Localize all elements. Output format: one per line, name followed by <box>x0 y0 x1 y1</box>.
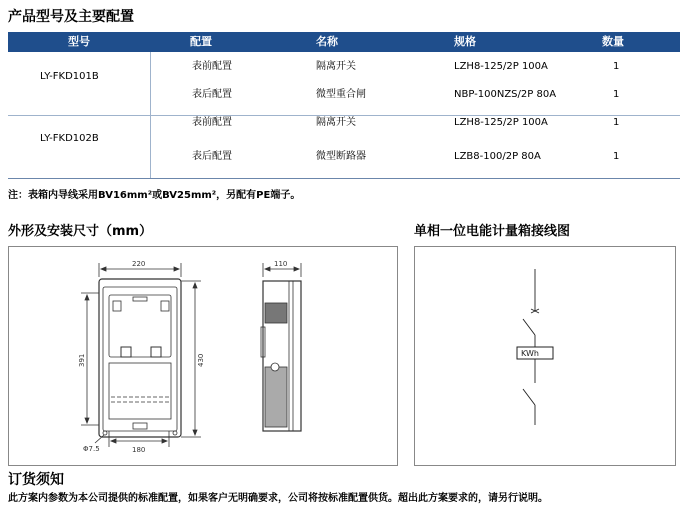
header-qty: 数量 <box>602 35 624 48</box>
table-cell-spec: LZH8-125/2P 100A <box>454 117 548 128</box>
dimension-drawing-frame <box>8 246 398 466</box>
table-cell-spec: NBP-100NZS/2P 80A <box>454 89 557 100</box>
table-cell-config: 表前配置 <box>192 61 232 72</box>
wiring-diagram <box>415 247 675 465</box>
table-cell-model: LY-FKD101B <box>40 71 99 82</box>
wiring-diagram-title: 单相一位电能计量箱接线图 <box>414 224 571 239</box>
table-cell-config: 表后配置 <box>192 151 232 162</box>
wiring-note: 注：表箱内导线采用BV16mm²或BV25mm²，另配有PE端子。 <box>8 190 301 201</box>
table-cell-name: 隔离开关 <box>316 61 356 72</box>
table-cell-config: 表后配置 <box>192 89 232 100</box>
dim-label-width-bottom: 180 <box>132 446 146 454</box>
table-header <box>8 32 680 52</box>
table-cell-qty: 1 <box>613 117 620 128</box>
dim-label-height-left: 391 <box>78 353 86 367</box>
dimension-drawing <box>9 247 397 465</box>
dimensions-title: 外形及安装尺寸（mm） <box>8 224 153 239</box>
wiring-diagram-frame <box>414 246 676 466</box>
meter-label: KWh <box>521 349 539 358</box>
table-cell-model: LY-FKD102B <box>40 133 99 144</box>
dim-label-width-top: 220 <box>132 260 146 268</box>
table-cell-qty: 1 <box>613 89 620 100</box>
ordering-notice-title: 订货须知 <box>8 472 64 488</box>
page-title: 产品型号及主要配置 <box>8 9 134 25</box>
table-bottom-line <box>8 178 680 179</box>
dim-label-depth: 110 <box>274 260 288 268</box>
table-cell-name: 微型重合闸 <box>316 89 366 100</box>
table-cell-spec: LZH8-125/2P 100A <box>454 61 548 72</box>
dim-label-height-right: 430 <box>197 353 205 367</box>
table-cell-spec: LZB8-100/2P 80A <box>454 151 541 162</box>
table-cell-qty: 1 <box>613 61 620 72</box>
header-model: 型号 <box>68 35 90 48</box>
table-cell-name: 隔离开关 <box>316 117 356 128</box>
ordering-notice-text: 此方案内参数为本公司提供的标准配置，如果客户无明确要求，公司将按标准配置供货。超出此方案要求的，请另行说明。 <box>8 493 548 504</box>
table-cell-name: 微型断路器 <box>316 151 366 162</box>
header-spec: 规格 <box>454 35 476 48</box>
table-cell-config: 表前配置 <box>192 117 232 128</box>
header-config: 配置 <box>190 35 212 48</box>
header-name: 名称 <box>316 35 338 48</box>
dim-label-hole: Φ7.5 <box>83 445 100 453</box>
table-cell-qty: 1 <box>613 151 620 162</box>
